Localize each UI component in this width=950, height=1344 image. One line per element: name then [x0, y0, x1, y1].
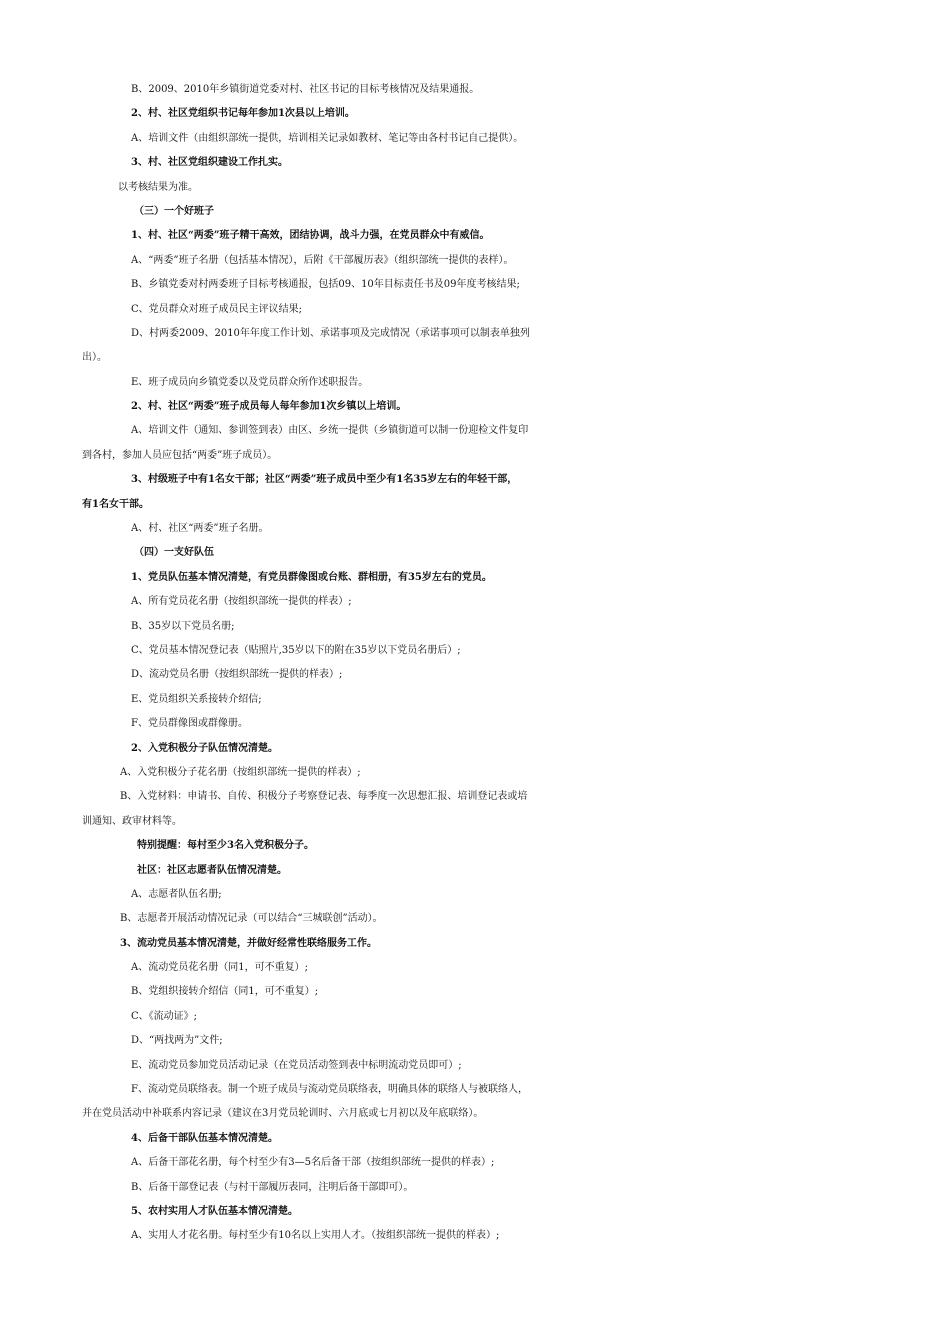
- text-line: A、入党积极分子花名册（按组织部统一提供的样表）;: [120, 766, 361, 778]
- heading-line: （四）一支好队伍: [134, 547, 214, 559]
- heading-line: 有1名女干部。: [82, 498, 149, 510]
- text-line: 并在党员活动中补联系内容记录（建议在3月党员轮训时、六月底或七月初以及年底联络）。: [82, 1108, 484, 1120]
- text-line: A、所有党员花名册（按组织部统一提供的样表）;: [131, 596, 352, 608]
- heading-line: 3、村、社区党组织建设工作扎实。: [131, 157, 288, 169]
- heading-line: （三）一个好班子: [134, 205, 214, 217]
- text-line: B、2009、2010年乡镇街道党委对村、社区书记的目标考核情况及结果通报。: [131, 84, 480, 95]
- text-line: 出）。: [82, 352, 107, 364]
- text-line: D、村两委2009、2010年年度工作计划、承诺事项及完成情况（承诺事项可以制表单独列: [131, 327, 530, 339]
- heading-line: 2、入党积极分子队伍情况清楚。: [131, 742, 278, 754]
- text-line: C、党员基本情况登记表（贴照片,35岁以下的附在35岁以下党员名册后）;: [131, 644, 461, 656]
- heading-line: 3、流动党员基本情况清楚，并做好经常性联络服务工作。: [120, 937, 377, 949]
- text-line: A、流动党员花名册（同1，可不重复）;: [131, 962, 308, 974]
- heading-line: 3、村级班子中有1名女干部；社区“两委”班子成员中至少有1名35岁左右的年轻干部，: [131, 474, 518, 486]
- heading-line: 5、农村实用人才队伍基本情况清楚。: [131, 1205, 298, 1217]
- heading-line: 特别提醒：每村至少3名入党积极分子。: [137, 840, 314, 852]
- text-line: E、流动党员参加党员活动记录（在党员活动签到表中标明流动党员即可）;: [131, 1059, 462, 1071]
- text-line: E、党员组织关系接转介绍信;: [131, 693, 262, 705]
- text-line: 以考核结果为准。: [118, 181, 198, 193]
- text-line: 训通知、政审材料等。: [82, 815, 182, 827]
- text-line: A、后备干部花名册，每个村至少有3—5名后备干部（按组织部统一提供的样表）;: [131, 1157, 495, 1169]
- text-line: 到各村，参加人员应包括“两委”班子成员）。: [82, 449, 278, 461]
- heading-line: 2、村、社区“两委”班子成员每人每年参加1次乡镇以上培训。: [131, 401, 407, 413]
- text-line: B、志愿者开展活动情况记录（可以结合“三城联创”活动）。: [120, 913, 383, 925]
- text-line: A、村、社区“两委”班子名册。: [131, 523, 269, 535]
- text-line: B、后备干部登记表（与村干部履历表同，注明后备干部即可）。: [131, 1181, 414, 1193]
- text-line: B、入党材料：申请书、自传、积极分子考察登记表、每季度一次思想汇报、培训登记表或培: [120, 791, 528, 803]
- text-line: E、班子成员向乡镇党委以及党员群众所作述职报告。: [131, 376, 369, 388]
- text-line: D、“两找两为”文件;: [131, 1035, 223, 1047]
- heading-line: 1、村、社区“两委”班子精干高效，团结协调，战斗力强，在党员群众中有威信。: [131, 230, 490, 242]
- text-line: C、党员群众对班子成员民主评议结果;: [131, 303, 303, 315]
- text-line: F、党员群像图或群像册。: [131, 718, 248, 730]
- text-line: B、乡镇党委对村两委班子目标考核通报，包括09、10年目标责任书及09年度考核结果;: [131, 279, 520, 291]
- text-line: C、《流动证》;: [131, 1010, 198, 1022]
- text-line: A、实用人才花名册。每村至少有10名以上实用人才。（按组织部统一提供的样表）;: [131, 1230, 500, 1242]
- text-line: B、35岁以下党员名册;: [131, 620, 235, 632]
- text-line: A、“两委”班子名册（包括基本情况），后附《干部履历表》（组织部统一提供的表样）。: [131, 254, 514, 266]
- text-line: B、党组织接转介绍信（同1，可不重复）;: [131, 986, 319, 998]
- text-line: A、志愿者队伍名册;: [131, 888, 222, 900]
- heading-line: 1、党员队伍基本情况清楚，有党员群像图或台账、群相册，有35岁左右的党员。: [131, 571, 492, 583]
- heading-line: 4、后备干部队伍基本情况清楚。: [131, 1132, 278, 1144]
- heading-line: 2、村、社区党组织书记每年参加1次县以上培训。: [131, 108, 355, 120]
- text-line: D、流动党员名册（按组织部统一提供的样表）;: [131, 669, 343, 681]
- document-page: [0, 78, 950, 1249]
- text-line: F、流动党员联络表。制一个班子成员与流动党员联络表，明确具体的联络人与被联络人，: [131, 1084, 528, 1096]
- text-line: A、培训文件（通知、参训签到表）由区、乡统一提供（乡镇街道可以制一份迎检文件复印: [131, 425, 529, 437]
- heading-line: 社区：社区志愿者队伍情况清楚。: [137, 864, 287, 876]
- text-line: A、培训文件（由组织部统一提供，培训相关记录如教材、笔记等由各村书记自己提供）。: [131, 132, 524, 144]
